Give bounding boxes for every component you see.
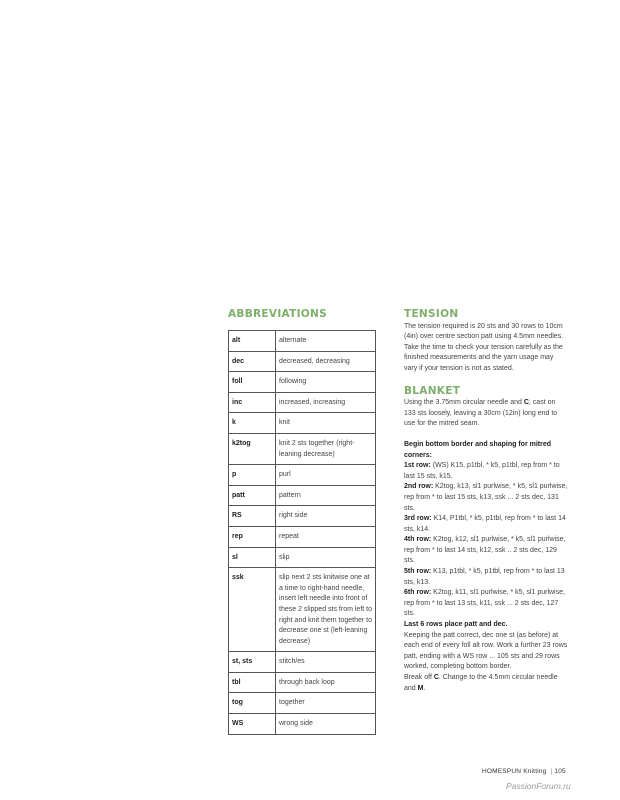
tension-text: The tension required is 20 sts and 30 rows to 10cm (4in) over centre section patt using 4.5mm needles. Take the time to check your tension carefully as the finished measurements and the yarn usage may vary if your tension is not as stated. <box>404 322 564 372</box>
abbreviation-row <box>229 672 376 693</box>
break-off-part: . Change to the 4.5mm circular needle and <box>404 674 558 692</box>
blanket-intro <box>404 398 568 430</box>
abbreviation-term: p <box>229 465 276 486</box>
blanket-intro-part: , cast on 133 sts loosely, leaving a 30cm (12in) long end to use for the mitred seam. <box>404 399 558 428</box>
row-label: 5th row: <box>404 568 432 576</box>
row-instruction <box>404 482 568 514</box>
abbreviation-term: foll <box>229 372 276 393</box>
abbreviation-definition: slip next 2 sts knitwise one at a time to right-hand needle, insert left needle into front of these 2 slipped sts from left to right and knit them together to decrease one st (left-leaning decrease) <box>276 568 376 652</box>
abbreviation-term: sl <box>229 547 276 568</box>
abbreviation-definition: slip <box>276 547 376 568</box>
row-label: 3rd row: <box>404 515 432 523</box>
abbreviation-row <box>229 568 376 652</box>
footer-section: Knitting <box>523 768 547 775</box>
abbreviation-definition: right side <box>276 506 376 527</box>
break-off-part: Break off <box>404 674 434 681</box>
break-off-part: . <box>423 684 426 692</box>
abbreviation-term: k <box>229 413 276 434</box>
abbreviation-definition: wrong side <box>276 714 376 735</box>
abbreviation-row <box>229 526 376 547</box>
row-label: 1st row: <box>404 462 431 470</box>
row-label: 4th row: <box>404 536 432 544</box>
page-footer <box>482 768 566 775</box>
abbreviation-definition: repeat <box>276 526 376 547</box>
abbreviation-row <box>229 331 376 352</box>
row-label: 6th row: <box>404 589 432 597</box>
row-text: K2tog, k11, sl1 purlwise, * k5, sl1 purlwise, rep from * to last 13 sts, k11, ssk ... 2 sts dec, 127 sts. <box>404 589 565 618</box>
row-text: K13, p1tbl, * k5, p1tbl, rep from * to last 13 sts, k13. <box>404 568 565 586</box>
abbreviation-term: ssk <box>229 568 276 652</box>
abbreviations-table-body <box>229 331 376 735</box>
bottom-border-subheading: Begin bottom border and shaping for mitred corners: <box>404 440 551 459</box>
abbreviation-definition: decreased, decreasing <box>276 351 376 372</box>
row-instruction <box>404 567 568 588</box>
abbreviation-term: patt <box>229 485 276 506</box>
instructions-column <box>404 309 568 694</box>
abbreviation-row <box>229 465 376 486</box>
abbreviation-row <box>229 413 376 434</box>
colour-c-label: C <box>523 399 529 407</box>
row-instruction <box>404 535 568 567</box>
abbreviation-definition: stitch/es <box>276 652 376 673</box>
abbreviation-term: RS <box>229 506 276 527</box>
abbreviation-term: k2tog <box>229 433 276 464</box>
abbreviation-definition: alternate <box>276 331 376 352</box>
row-instruction <box>404 461 568 482</box>
last-rows-text: Keeping the patt correct, dec one st (as before) at each end of every foll alt row. Work a further 23 rows patt, ending with a WS row ... 105 sts and 29 rows worked, completing bottom border. <box>404 631 568 671</box>
abbreviation-row <box>229 392 376 413</box>
abbreviation-definition: together <box>276 693 376 714</box>
last-rows-heading: Last 6 rows place patt and dec. <box>404 621 508 629</box>
abbreviation-term: dec <box>229 351 276 372</box>
abbreviation-term: inc <box>229 392 276 413</box>
row-instruction <box>404 588 568 620</box>
row-text: K14, P1tbl, * k5, p1tbl, rep from * to last 14 sts, k14. <box>404 515 566 533</box>
abbreviation-row <box>229 351 376 372</box>
abbreviation-row <box>229 547 376 568</box>
abbreviation-definition: through back loop <box>276 672 376 693</box>
abbreviation-row <box>229 433 376 464</box>
row-instruction <box>404 514 568 535</box>
abbreviations-heading: ABBREVIATIONS <box>228 308 327 320</box>
abbreviation-term: alt <box>229 331 276 352</box>
abbreviation-row <box>229 485 376 506</box>
abbreviation-row <box>229 506 376 527</box>
abbreviations-table <box>228 330 376 735</box>
tension-heading: TENSION <box>404 308 459 320</box>
abbreviation-row <box>229 714 376 735</box>
row-text: K2tog, k12, sl1 purlwise, * k5, sl1 purlwise, rep from * to last 14 sts, k12, ssk .. 2 sts dec, 129 sts. <box>404 536 566 565</box>
colour-c-label: C <box>433 674 439 681</box>
abbreviation-definition: pattern <box>276 485 376 506</box>
footer-brand: HOMESPUN <box>482 768 522 775</box>
blanket-heading: BLANKET <box>404 384 461 397</box>
abbreviation-definition: knit <box>276 413 376 434</box>
abbreviation-row <box>229 652 376 673</box>
watermark: PassionForum.ru <box>506 781 571 791</box>
page-number: 105 <box>554 768 566 775</box>
blanket-intro-part: Using the 3.75mm circular needle and <box>404 399 524 407</box>
abbreviation-definition: following <box>276 372 376 393</box>
row-text: K2tog, k13, sl1 purlwise, * k5, sl1 purlwise, rep from * to last 15 sts, k13, ssk ... 2 sts dec, 131 sts. <box>404 483 568 512</box>
abbreviation-definition: knit 2 sts together (right-leaning decrease) <box>276 433 376 464</box>
abbreviation-row <box>229 372 376 393</box>
row-text: (WS) K15, p1tbl, * k5, p1tbl, rep from * to last 15 sts, k15. <box>404 462 560 480</box>
abbreviation-term: rep <box>229 526 276 547</box>
abbreviations-section <box>228 308 376 735</box>
abbreviation-term: tbl <box>229 672 276 693</box>
abbreviation-term: WS <box>229 714 276 735</box>
break-off-text <box>404 673 568 694</box>
abbreviation-row <box>229 693 376 714</box>
footer-separator: | <box>550 768 553 775</box>
row-label: 2nd row: <box>404 483 434 491</box>
colour-m-label: M <box>417 684 424 692</box>
abbreviation-term: st, sts <box>229 652 276 673</box>
row-instructions <box>404 461 568 620</box>
abbreviation-definition: purl <box>276 465 376 486</box>
abbreviation-definition: increased, increasing <box>276 392 376 413</box>
abbreviation-term: tog <box>229 693 276 714</box>
